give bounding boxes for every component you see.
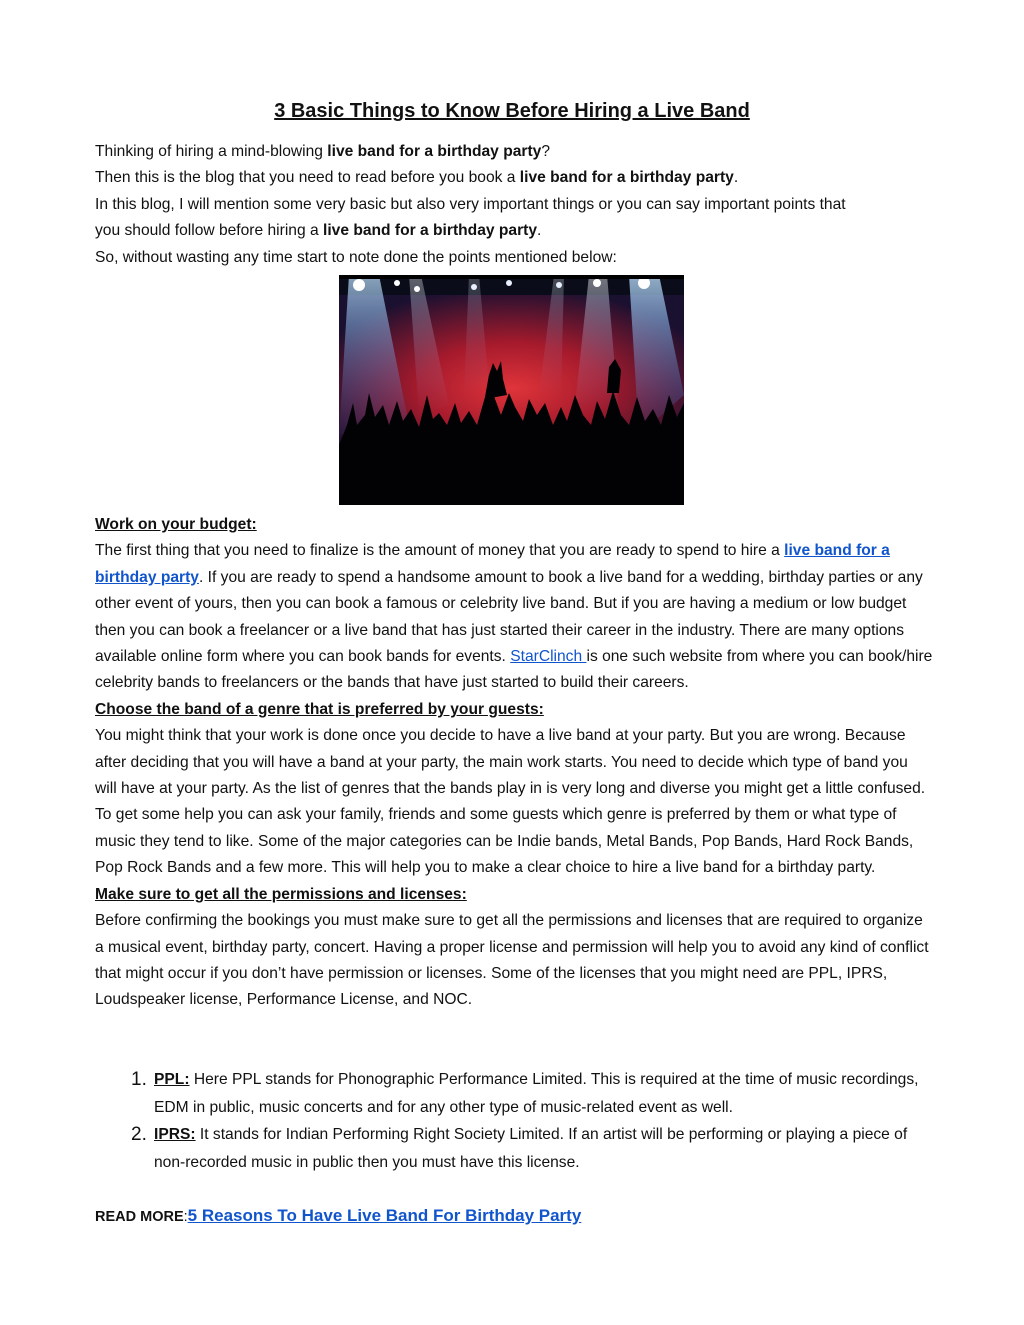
section-heading-budget: Work on your budget: — [95, 516, 257, 533]
live-band-link[interactable]: live band for a birthday party — [95, 542, 890, 586]
list-item-text: Here PPL stands for Phonographic Performance Limited. This is required at the time of music recordings, EDM in public, music concerts and for any other type of music-related event as well. — [154, 1071, 919, 1116]
read-more-link[interactable]: 5 Reasons To Have Live Band For Birthday Party — [187, 1206, 582, 1225]
paragraph-text: The first thing that you need to finalize is the amount of money that you are ready to spend to hire a — [95, 542, 785, 560]
intro-line-5: So, without wasting any time start to note done the points mentioned below: — [95, 248, 617, 266]
intro-text: ? — [541, 143, 551, 160]
license-list — [95, 1066, 933, 1176]
read-more-label: READ MORE — [95, 1209, 184, 1225]
intro — [95, 139, 933, 271]
paragraph-text: is one such website from where you can book/hire celebrity bands to freelancers or the bands that have just started to build their careers. — [95, 648, 933, 692]
list-item-label: PPL: — [154, 1071, 190, 1088]
list-item-label: IPRS: — [154, 1126, 196, 1143]
intro-line-1 — [95, 139, 933, 165]
page-title: 3 Basic Things to Know Before Hiring a Live Band — [274, 100, 750, 122]
list-item — [95, 1121, 933, 1176]
intro-keyword: live band for a birthday party — [519, 169, 734, 187]
section-heading-licenses: Make sure to get all the permissions and licenses: — [95, 885, 467, 903]
paragraph-text: Before confirming the bookings you must make sure to get all the permissions and licenses that are required to organize a musical event, birthday party, concert. Having a proper license and permission will help you to avoid any kind of conflict that might occur if you don’t have permission or licenses. Some of the licenses that you might need are PPL, IPRS, Loudspeaker license, Performance License, and NOC. — [95, 912, 929, 1009]
section-budget — [95, 512, 933, 697]
intro-line-2 — [95, 165, 933, 191]
article-body — [95, 512, 933, 1014]
list-number: 1. — [131, 1069, 147, 1090]
list-number: 2. — [131, 1124, 147, 1145]
section-genre — [95, 697, 933, 882]
paragraph-text: . If you are ready to spend a handsome amount to book a live band for a wedding, birthday parties or any other event of yours, then you can book a famous or celebrity live band. But if you are having a medium or low budget then you can book a freelancer or a live band that has just started their career in the industry. There are many options available online form where you can book bands for events. — [95, 568, 923, 666]
starclinch-link[interactable]: StarClinch — [510, 648, 587, 666]
paragraph-text: You might think that your work is done once you decide to have a live band at your party. But you are wrong. Because after deciding that you will have a band at your party, the main work starts. You need to decide which type of band you will have at your party. As the list of genres that the bands play in is very long and diverse you might get a little confused. To get some help you can ask your family, friends and some guests which genre is preferred by them or what type of music they tend to like. Some of the major categories can be Indie bands, Metal Bands, Pop Bands, Hard Rock Bands, Pop Rock Bands and a few more. This will help you to make a clear choice to hire a live band for a birthday party. — [95, 727, 926, 877]
intro-text: . — [537, 222, 542, 240]
list-item — [95, 1066, 933, 1121]
section-licenses — [95, 882, 933, 1014]
list-item-text: It stands for Indian Performing Right Society Limited. If an artist will be performing or playing a piece of non-recorded music in public then you must have this license. — [154, 1126, 908, 1171]
intro-line-4 — [95, 218, 933, 244]
intro-text: Thinking of hiring a mind-blowing — [95, 143, 328, 160]
read-more-colon: : — [183, 1209, 188, 1225]
read-more — [95, 1204, 581, 1229]
intro-text: . — [733, 169, 739, 187]
intro-text: you should follow before hiring a — [95, 222, 323, 240]
intro-text: Then this is the blog that you need to read before you book a — [95, 169, 520, 187]
concert-photo-graphic — [339, 275, 684, 505]
intro-keyword: live band for a birthday party — [327, 143, 542, 160]
concert-stage-photo — [339, 275, 684, 505]
intro-keyword: live band for a birthday party — [322, 222, 538, 240]
section-heading-genre: Choose the band of a genre that is preferred by your guests: — [95, 700, 544, 718]
intro-line-3: In this blog, I will mention some very basic but also very important things or you can say important points that — [95, 195, 846, 213]
